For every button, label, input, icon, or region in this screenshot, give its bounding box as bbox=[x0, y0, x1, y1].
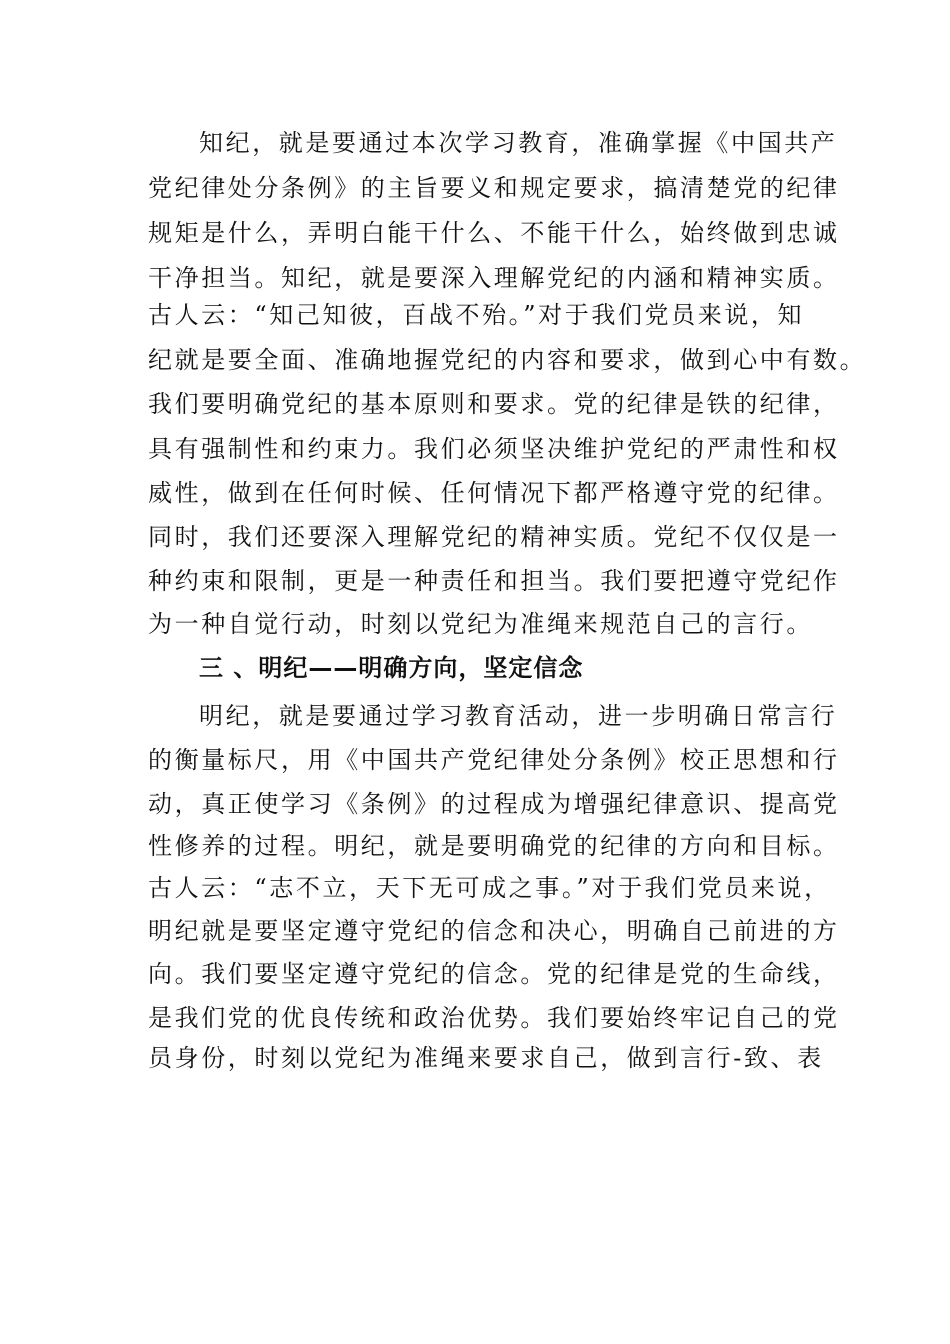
paragraph-line: 纪就是要全面、准确地握党纪的内容和要求，做到心中有数。 bbox=[148, 346, 867, 374]
paragraph-line: 同时，我们还要深入理解党纪的精神实质。党纪不仅仅是一 bbox=[148, 523, 840, 551]
section-heading: 三 、明纪——明确方向，坚定信念 bbox=[199, 654, 584, 682]
paragraph-line: 党纪律处分条例》的主旨要义和规定要求，搞清楚党的纪律 bbox=[148, 174, 840, 202]
paragraph-line: 我们要明确党纪的基本原则和要求。党的纪律是铁的纪律， bbox=[148, 390, 840, 418]
paragraph-line: 规矩是什么，弄明白能干什么、不能干什么，始终做到忠诚 bbox=[148, 219, 840, 247]
paragraph-line: 明纪，就是要通过学习教育活动，进一步明确日常言行 bbox=[199, 702, 838, 730]
paragraph-line: 明纪就是要坚定遵守党纪的信念和决心，明确自己前进的方 bbox=[148, 917, 840, 945]
paragraph-line: 种约束和限制，更是一种责任和担当。我们要把遵守党纪作 bbox=[148, 567, 840, 595]
paragraph-line: 古人云：“志不立，天下无可成之事。”对于我们党员来说， bbox=[148, 874, 831, 902]
paragraph-line: 的衡量标尺，用《中国共产党纪律处分条例》校正思想和行 bbox=[148, 746, 840, 774]
paragraph-line: 性修养的过程。明纪，就是要明确党的纪律的方向和目标。 bbox=[148, 832, 840, 860]
paragraph-line: 员身份，时刻以党纪为准绳来要求自己，做到言行-致、表 bbox=[148, 1044, 824, 1072]
paragraph-line: 知纪，就是要通过本次学习教育，准确掌握《中国共产 bbox=[199, 129, 838, 157]
paragraph-line: 动，真正使学习《条例》的过程成为增强纪律意识、提高党 bbox=[148, 790, 840, 818]
paragraph-line: 具有强制性和约束力。我们必须坚决维护党纪的严肃性和权 bbox=[148, 435, 840, 463]
paragraph-line: 为一种自觉行动，时刻以党纪为准绳来规范自己的言行。 bbox=[148, 610, 813, 638]
paragraph-line: 威性，做到在任何时候、任何情况下都严格遵守党的纪律。 bbox=[148, 479, 840, 507]
paragraph-line: 古人云：“知己知彼，百战不殆。”对于我们党员来说，知 bbox=[148, 301, 805, 329]
paragraph-line: 干净担当。知纪，就是要深入理解党纪的内涵和精神实质。 bbox=[148, 264, 840, 292]
paragraph-line: 向。我们要坚定遵守党纪的信念。党的纪律是党的生命线， bbox=[148, 960, 840, 988]
paragraph-line: 是我们党的优良传统和政治优势。我们要始终牢记自己的党 bbox=[148, 1004, 840, 1032]
